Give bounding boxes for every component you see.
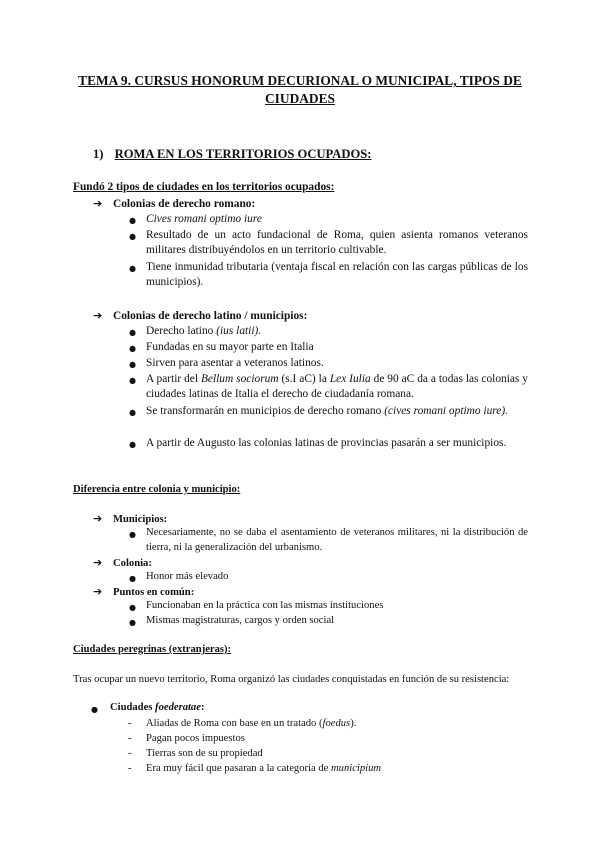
list-item [146,404,528,419]
bullet-icon: ● [91,705,98,714]
dash-icon: - [128,733,132,744]
list-item-italic: Bellum sociorum [200,373,279,385]
list-item-text: ). [350,718,357,729]
romano-heading-label: Colonias de derecho romano: [113,198,256,210]
bullet-icon: ● [129,376,136,385]
bullet-icon: ● [129,408,136,417]
arrow-right-icon: ➔ [93,197,103,210]
list-item-text: Derecho latino [146,325,217,337]
list-item [146,324,261,339]
list-item-text: Se transformarán en municipios de derecho romano [146,405,385,417]
list-item: Tierras son de su propiedad [146,748,263,759]
section-heading [93,146,371,162]
list-item-italic: (ius latii). [216,325,262,337]
arrow-right-icon: ➔ [93,585,103,598]
list-item: Necesariamente, no se daba el asentamiento de veteranos militares, ni la distribución de tierra, ni la generalización del urbanismo. [146,527,528,553]
peregrinas-intro: Tras ocupar un nuevo territorio, Roma organizó las ciudades conquistadas en función de su resistencia: [73,674,510,685]
list-item: Honor más elevado [146,571,229,582]
dash-icon: - [128,763,132,774]
bullet-icon: ● [129,530,136,539]
colonia-label: Colonia: [113,558,152,569]
bullet-icon: ● [129,344,136,353]
arrow-right-icon: ➔ [93,512,103,525]
list-item [146,372,528,402]
bullet-icon: ● [129,216,136,225]
colonia-heading [93,556,152,572]
section-title: ROMA EN LOS TERRITORIOS OCUPADOS: [114,147,372,161]
list-item-italic: Lex Iulia [329,373,371,385]
bullet-icon: ● [129,360,136,369]
puntos-label: Puntos en común: [113,587,195,598]
list-item-text: Era muy fácil que pasaran a la categoría de [146,763,331,774]
bullet-icon: ● [129,232,136,241]
arrow-right-icon: ➔ [93,309,103,322]
bullet-icon: ● [129,440,136,449]
list-item: Fundadas en su mayor parte en Italia [146,341,314,353]
list-item-text: (s.I aC) la [278,373,330,385]
list-item: Funcionaban en la práctica con las mismas instituciones [146,600,384,611]
foederatae-italic: foederatae [155,702,201,713]
list-item: Sirven para asentar a veteranos latinos. [146,357,324,369]
list-item [146,762,381,777]
foederatae-label: Ciudades [110,702,156,713]
list-item [146,717,356,732]
romano-heading [93,196,255,212]
bullet-icon: ● [129,328,136,337]
bullet-icon: ● [129,618,136,627]
dash-icon: - [128,748,132,759]
bullet-icon: ● [129,264,136,273]
diferencia-heading: Diferencia entre colonia y municipio: [73,484,241,495]
fundo-heading: Fundó 2 tipos de ciudades en los territorios ocupados: [73,181,335,193]
foederatae-heading [110,701,204,716]
peregrinas-heading: Ciudades peregrinas (extranjeras): [73,644,232,655]
latino-heading-label: Colonias de derecho latino / municipios: [113,310,308,322]
list-item-text: A partir del [146,373,201,385]
list-item-italic: (cives romani optimo iure). [384,405,508,417]
dash-icon: - [128,718,132,729]
page-title: TEMA 9. CURSUS HONORUM DECURIONAL O MUNICIPAL, TIPOS DE CIUDADES [78,73,522,106]
list-item: Mismas magistraturas, cargos y orden social [146,615,335,626]
bullet-icon: ● [129,574,136,583]
latino-heading [93,308,307,324]
section-number: 1) [93,147,104,161]
list-item-text: Aliadas de Roma con base en un tratado ( [146,718,323,729]
list-item: Pagan pocos impuestos [146,733,245,744]
foederatae-colon: : [200,702,205,713]
list-item-italic: foedus [322,718,351,729]
list-item-italic: municipium [331,763,382,774]
arrow-right-icon: ➔ [93,556,103,569]
list-item: A partir de Augusto las colonias latinas de provincias pasarán a ser municipios. [146,437,507,449]
bullet-icon: ● [129,603,136,612]
list-item: Tiene inmunidad tributaria (ventaja fiscal en relación con las cargas públicas de los municipios). [146,261,528,288]
municipios-label: Municipios: [113,514,168,525]
list-item: Cives romani optimo iure [146,213,262,225]
list-item-text: de 90 aC da a todas las colonias y ciudades latinas de Italia el derecho de ciudadanía romana. [146,373,528,400]
list-item: Resultado de un acto fundacional de Roma, quien asienta romanos veteranos militares distribuyéndolos en un territorio cultivable. [146,229,528,256]
